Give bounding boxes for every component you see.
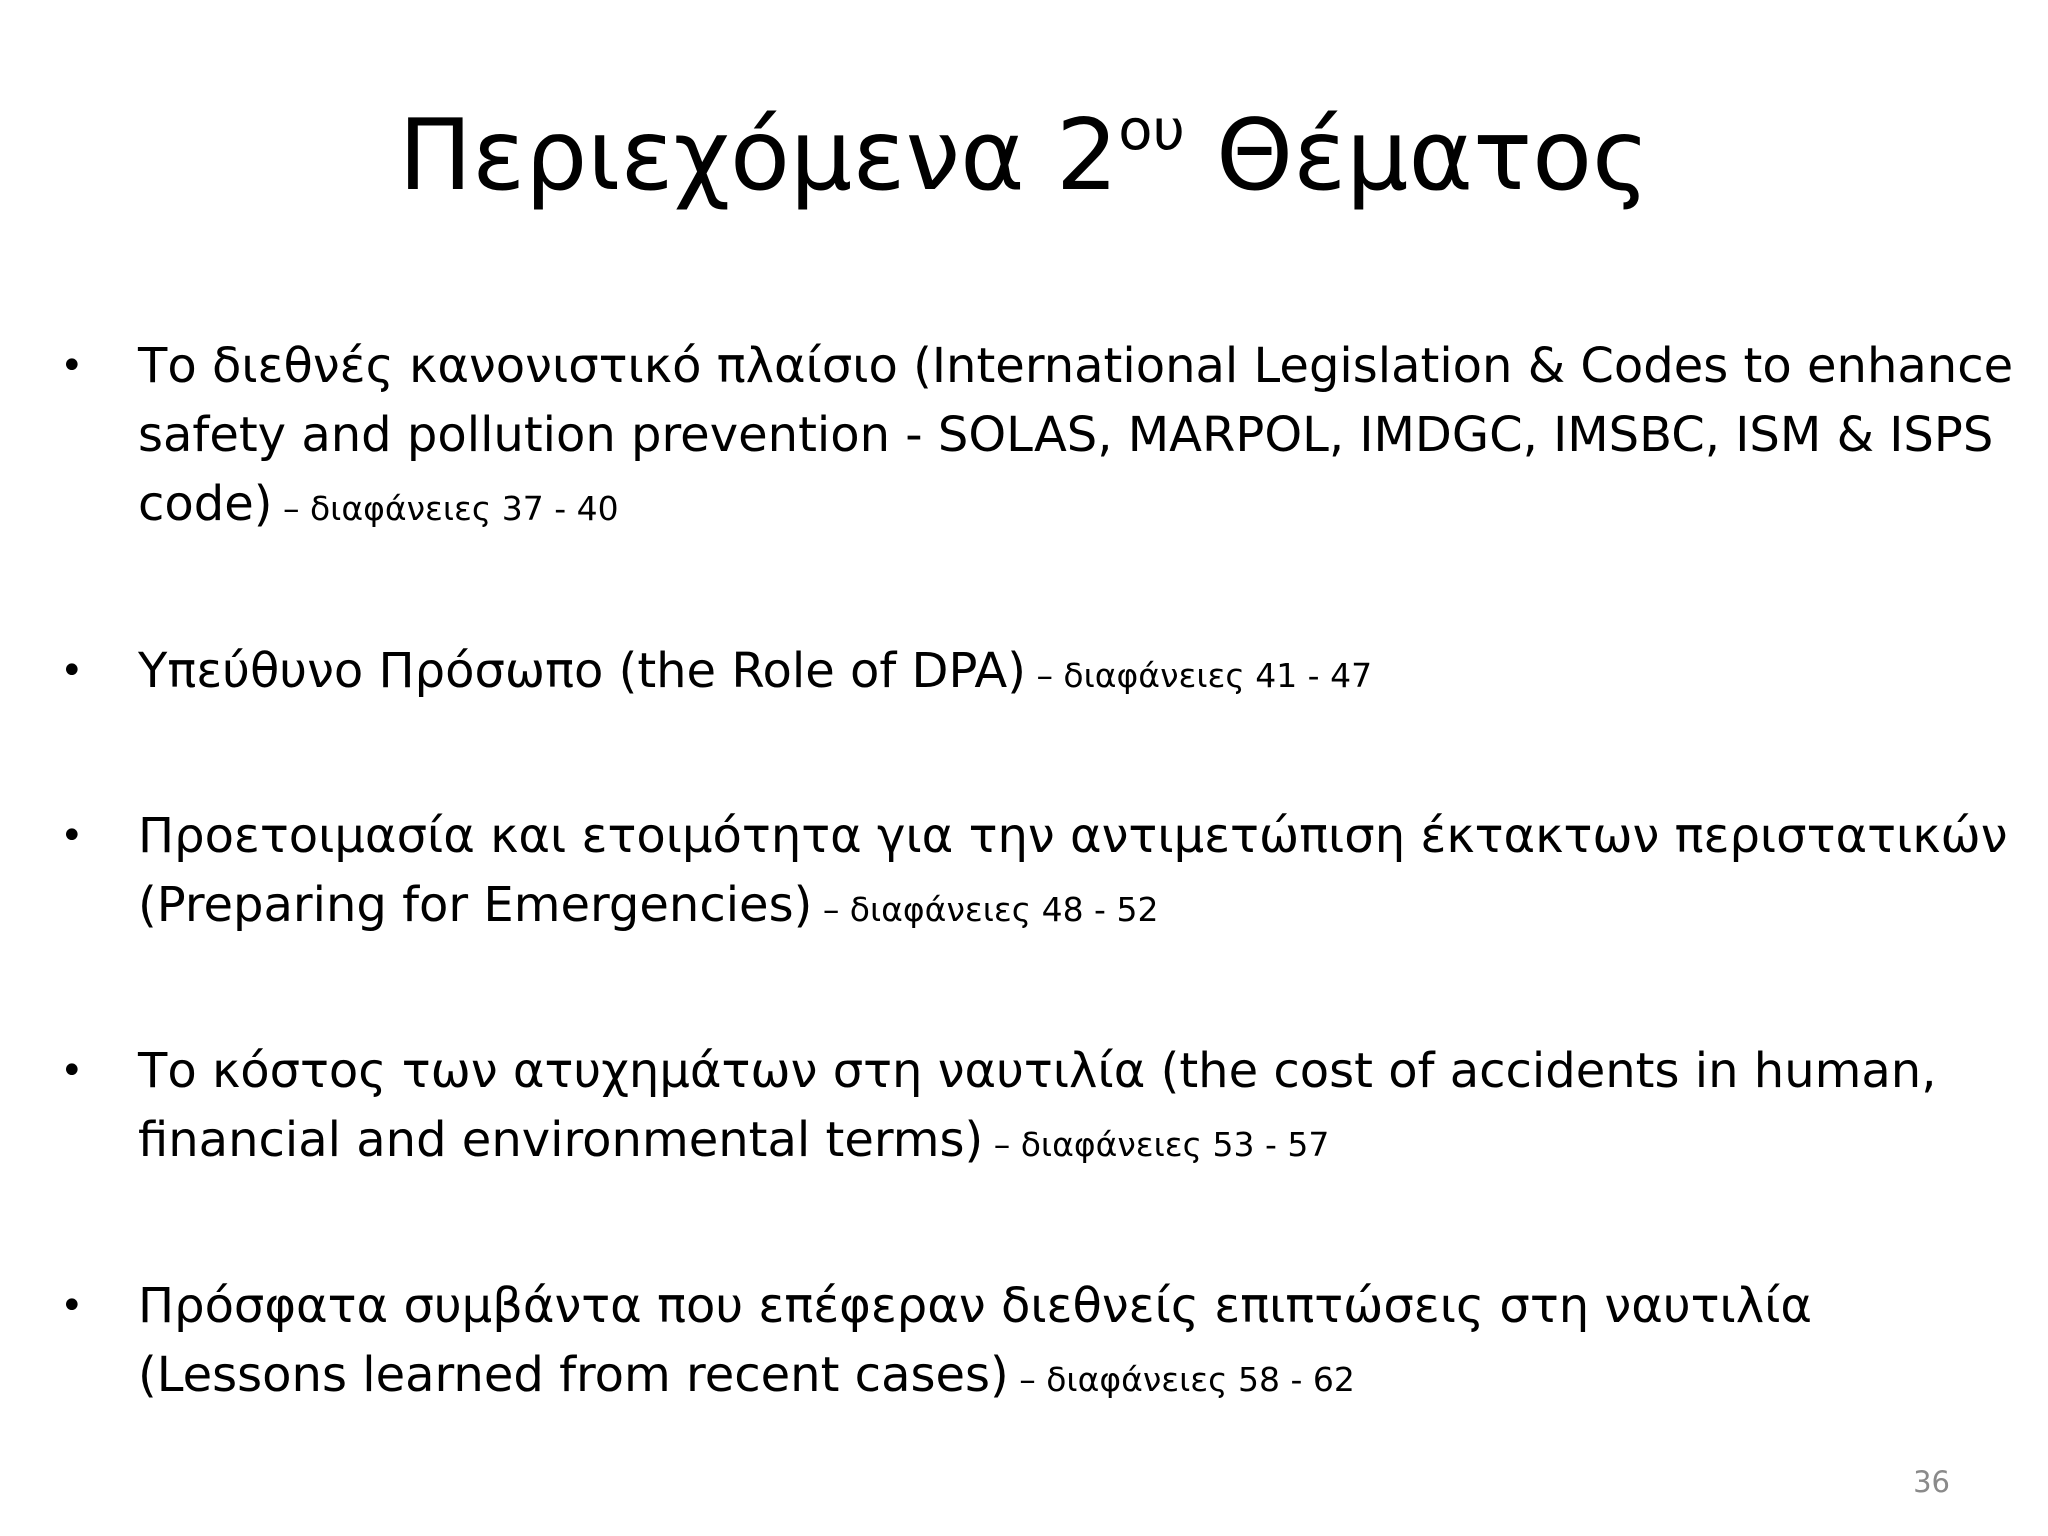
page-number: 36 bbox=[1913, 1465, 1950, 1499]
bullet-item-dpa bbox=[60, 637, 2018, 710]
bullet-icon: • bbox=[60, 1048, 84, 1094]
bullet-item-recent-cases bbox=[60, 1272, 2018, 1414]
bullet-text: Πρόσφατα συμβάντα που επέφεραν διεθνείς επιπτώσεις στη ναυτιλία (Lessons learned from recent cases) bbox=[138, 1278, 1813, 1403]
bullet-item-accident-cost bbox=[60, 1037, 2018, 1179]
bullet-text: Το διεθνές κανονιστικό πλαίσιο (International Legislation & Codes to enhance safety and pollution prevention - SOLAS, MARPOL, IMDGC, IMSBC, ISM & ISPS code) bbox=[138, 338, 2014, 532]
bullet-icon: • bbox=[60, 343, 84, 389]
bullet-icon: • bbox=[60, 648, 84, 694]
bullet-icon: • bbox=[60, 1283, 84, 1329]
slide-range: – διαφάνειες 53 - 57 bbox=[983, 1125, 1330, 1164]
bullet-item-legislation bbox=[60, 332, 2018, 543]
slide-title-end: Θέματος bbox=[1184, 99, 1650, 213]
bullet-text: Υπεύθυνο Πρόσωπο (the Role of DPA) bbox=[138, 643, 1026, 699]
slide-title-superscript: ου bbox=[1118, 98, 1185, 164]
slide-range: – διαφάνειες 37 - 40 bbox=[272, 489, 619, 528]
bullet-text: Προετοιμασία και ετοιμότητα για την αντιμετώπιση έκτακτων περιστατικών (Preparing for Emergencies) bbox=[138, 808, 2008, 933]
slide-range: – διαφάνειες 41 - 47 bbox=[1025, 656, 1373, 695]
slide-title-main: Περιεχόμενα 2 bbox=[398, 99, 1119, 213]
bullet-icon: • bbox=[60, 813, 84, 859]
slide-range: – διαφάνειες 48 - 52 bbox=[812, 890, 1159, 929]
slide-range: – διαφάνειες 58 - 62 bbox=[1008, 1360, 1355, 1399]
bullet-text: Το κόστος των ατυχημάτων στη ναυτιλία (the cost of accidents in human, financial and environmental terms) bbox=[138, 1043, 1937, 1168]
bullet-item-emergencies bbox=[60, 802, 2018, 944]
